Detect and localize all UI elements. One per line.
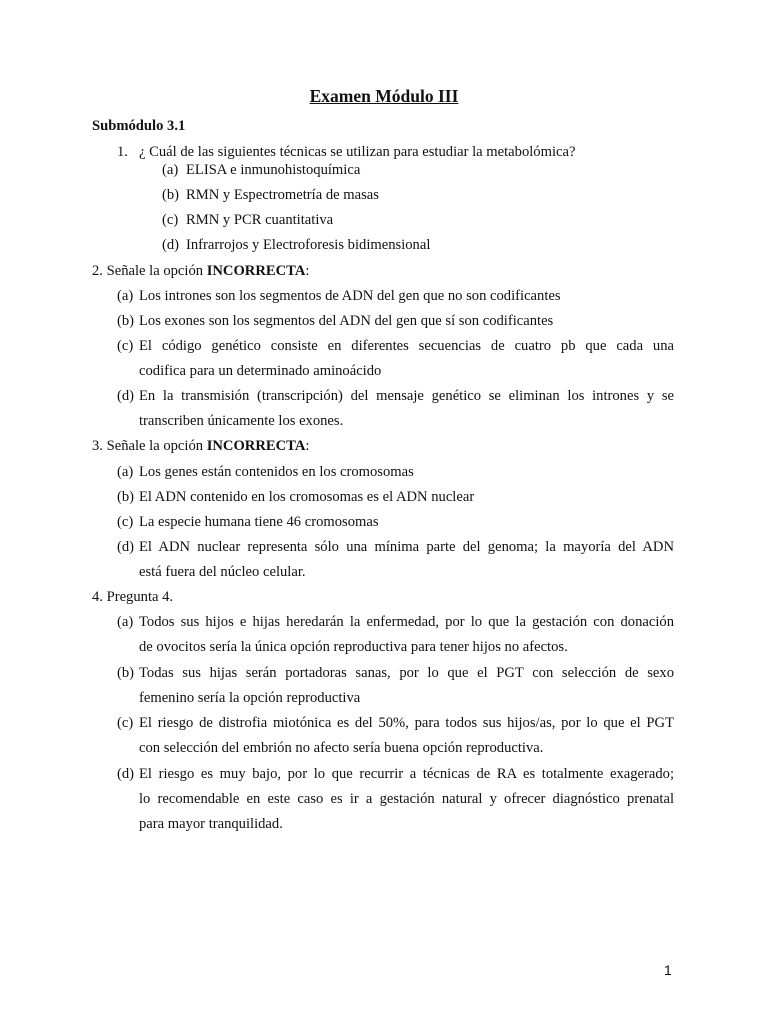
q1-option-b-label: (b) bbox=[162, 187, 180, 203]
q3-option-d-label: (d) bbox=[117, 539, 135, 555]
q2-option-c-text-line-1: El código genético consiste en diferentes secuencias de cuatro pb que cada una bbox=[139, 338, 674, 354]
q1-option-a-text: ELISA e inmunohistoquímica bbox=[186, 162, 361, 178]
page-title: Examen Módulo III bbox=[309, 86, 459, 106]
q2-option-d-text-line-1: En la transmisión (transcripción) del mensaje genético se eliminan los intrones y se bbox=[139, 388, 674, 404]
q1-option-c-label: (c) bbox=[162, 212, 179, 228]
q4-option-a-label: (a) bbox=[117, 614, 134, 630]
question-2-prefix: 2. Señale la opción bbox=[92, 263, 207, 279]
q2-option-a-label: (a) bbox=[117, 288, 134, 304]
question-3-heading bbox=[92, 437, 309, 455]
q2-option-c-text-line-2: codifica para un determinado aminoácido bbox=[139, 363, 382, 379]
question-2-suffix: : bbox=[305, 263, 310, 279]
q3-option-c-label: (c) bbox=[117, 514, 134, 530]
q3-option-a-label: (a) bbox=[117, 464, 134, 480]
q2-option-b-label: (b) bbox=[117, 313, 135, 329]
q4-option-c-text-line-2: con selección del embrión no afecto sería buena opción reproductiva. bbox=[139, 740, 544, 756]
q3-option-d-text-line-1: El ADN nuclear representa sólo una mínima parte del genoma; la mayoría del ADN bbox=[139, 539, 674, 555]
q4-option-b-label: (b) bbox=[117, 665, 135, 681]
q4-option-a-text-line-2: de ovocitos sería la única opción reproductiva para tener hijos no afectos. bbox=[139, 639, 568, 655]
q4-option-d-label: (d) bbox=[117, 766, 135, 782]
q4-option-a-text-line-1: Todos sus hijos e hijas heredarán la enfermedad, por lo que la gestación con donación bbox=[139, 614, 674, 630]
q4-option-d-text-line-2: lo recomendable en este caso es ir a gestación natural y ofrecer diagnóstico prenatal bbox=[139, 791, 674, 807]
question-2-incorrecta: INCORRECTA bbox=[206, 263, 306, 279]
q1-option-b-text: RMN y Espectrometría de masas bbox=[186, 187, 379, 203]
q3-option-b-text: El ADN contenido en los cromosomas es el ADN nuclear bbox=[139, 489, 475, 505]
q1-option-d-label: (d) bbox=[162, 237, 180, 253]
q4-option-b-text-line-2: femenino sería la opción reproductiva bbox=[139, 690, 361, 706]
question-3-prefix: 3. Señale la opción bbox=[92, 438, 207, 454]
q3-option-a-text: Los genes están contenidos en los cromosomas bbox=[139, 464, 414, 480]
q2-option-c-label: (c) bbox=[117, 338, 134, 354]
q2-option-a-text: Los intrones son los segmentos de ADN del gen que no son codificantes bbox=[139, 288, 561, 304]
q4-option-d-text-line-1: El riesgo es muy bajo, por lo que recurrir a técnicas de RA es totalmente exagerado; bbox=[139, 766, 674, 782]
q4-option-c-text-line-1: El riesgo de distrofia miotónica es del 50%, para todos sus hijos/as, por lo que el PGT bbox=[139, 715, 674, 731]
q2-option-d-text-line-2: transcriben únicamente los exones. bbox=[139, 413, 344, 429]
q4-option-d-text-line-3: para mayor tranquilidad. bbox=[139, 816, 283, 832]
q1-option-a-label: (a) bbox=[162, 162, 179, 178]
q3-option-b-label: (b) bbox=[117, 489, 135, 505]
q1-option-c-text: RMN y PCR cuantitativa bbox=[186, 212, 334, 228]
question-3-incorrecta: INCORRECTA bbox=[206, 438, 306, 454]
question-3-suffix: : bbox=[305, 438, 310, 454]
page-number: 1 bbox=[664, 962, 672, 978]
q2-option-b-text: Los exones son los segmentos del ADN del gen que sí son codificantes bbox=[139, 313, 554, 329]
question-1-text: ¿ Cuál de las siguientes técnicas se utilizan para estudiar la metabolómica? bbox=[139, 144, 576, 160]
q4-option-c-label: (c) bbox=[117, 715, 134, 731]
question-4-heading: 4. Pregunta 4. bbox=[92, 589, 174, 605]
q4-option-b-text-line-1: Todas sus hijas serán portadoras sanas, por lo que el PGT con selección de sexo bbox=[139, 665, 674, 681]
q2-option-d-label: (d) bbox=[117, 388, 135, 404]
question-1-number: 1. bbox=[117, 144, 128, 160]
q3-option-c-text: La especie humana tiene 46 cromosomas bbox=[139, 514, 379, 530]
q3-option-d-text-line-2: está fuera del núcleo celular. bbox=[139, 564, 306, 580]
q1-option-d-text: Infrarrojos y Electroforesis bidimensional bbox=[186, 237, 431, 253]
question-2-heading bbox=[92, 262, 309, 280]
submodule-heading: Submódulo 3.1 bbox=[92, 118, 186, 134]
